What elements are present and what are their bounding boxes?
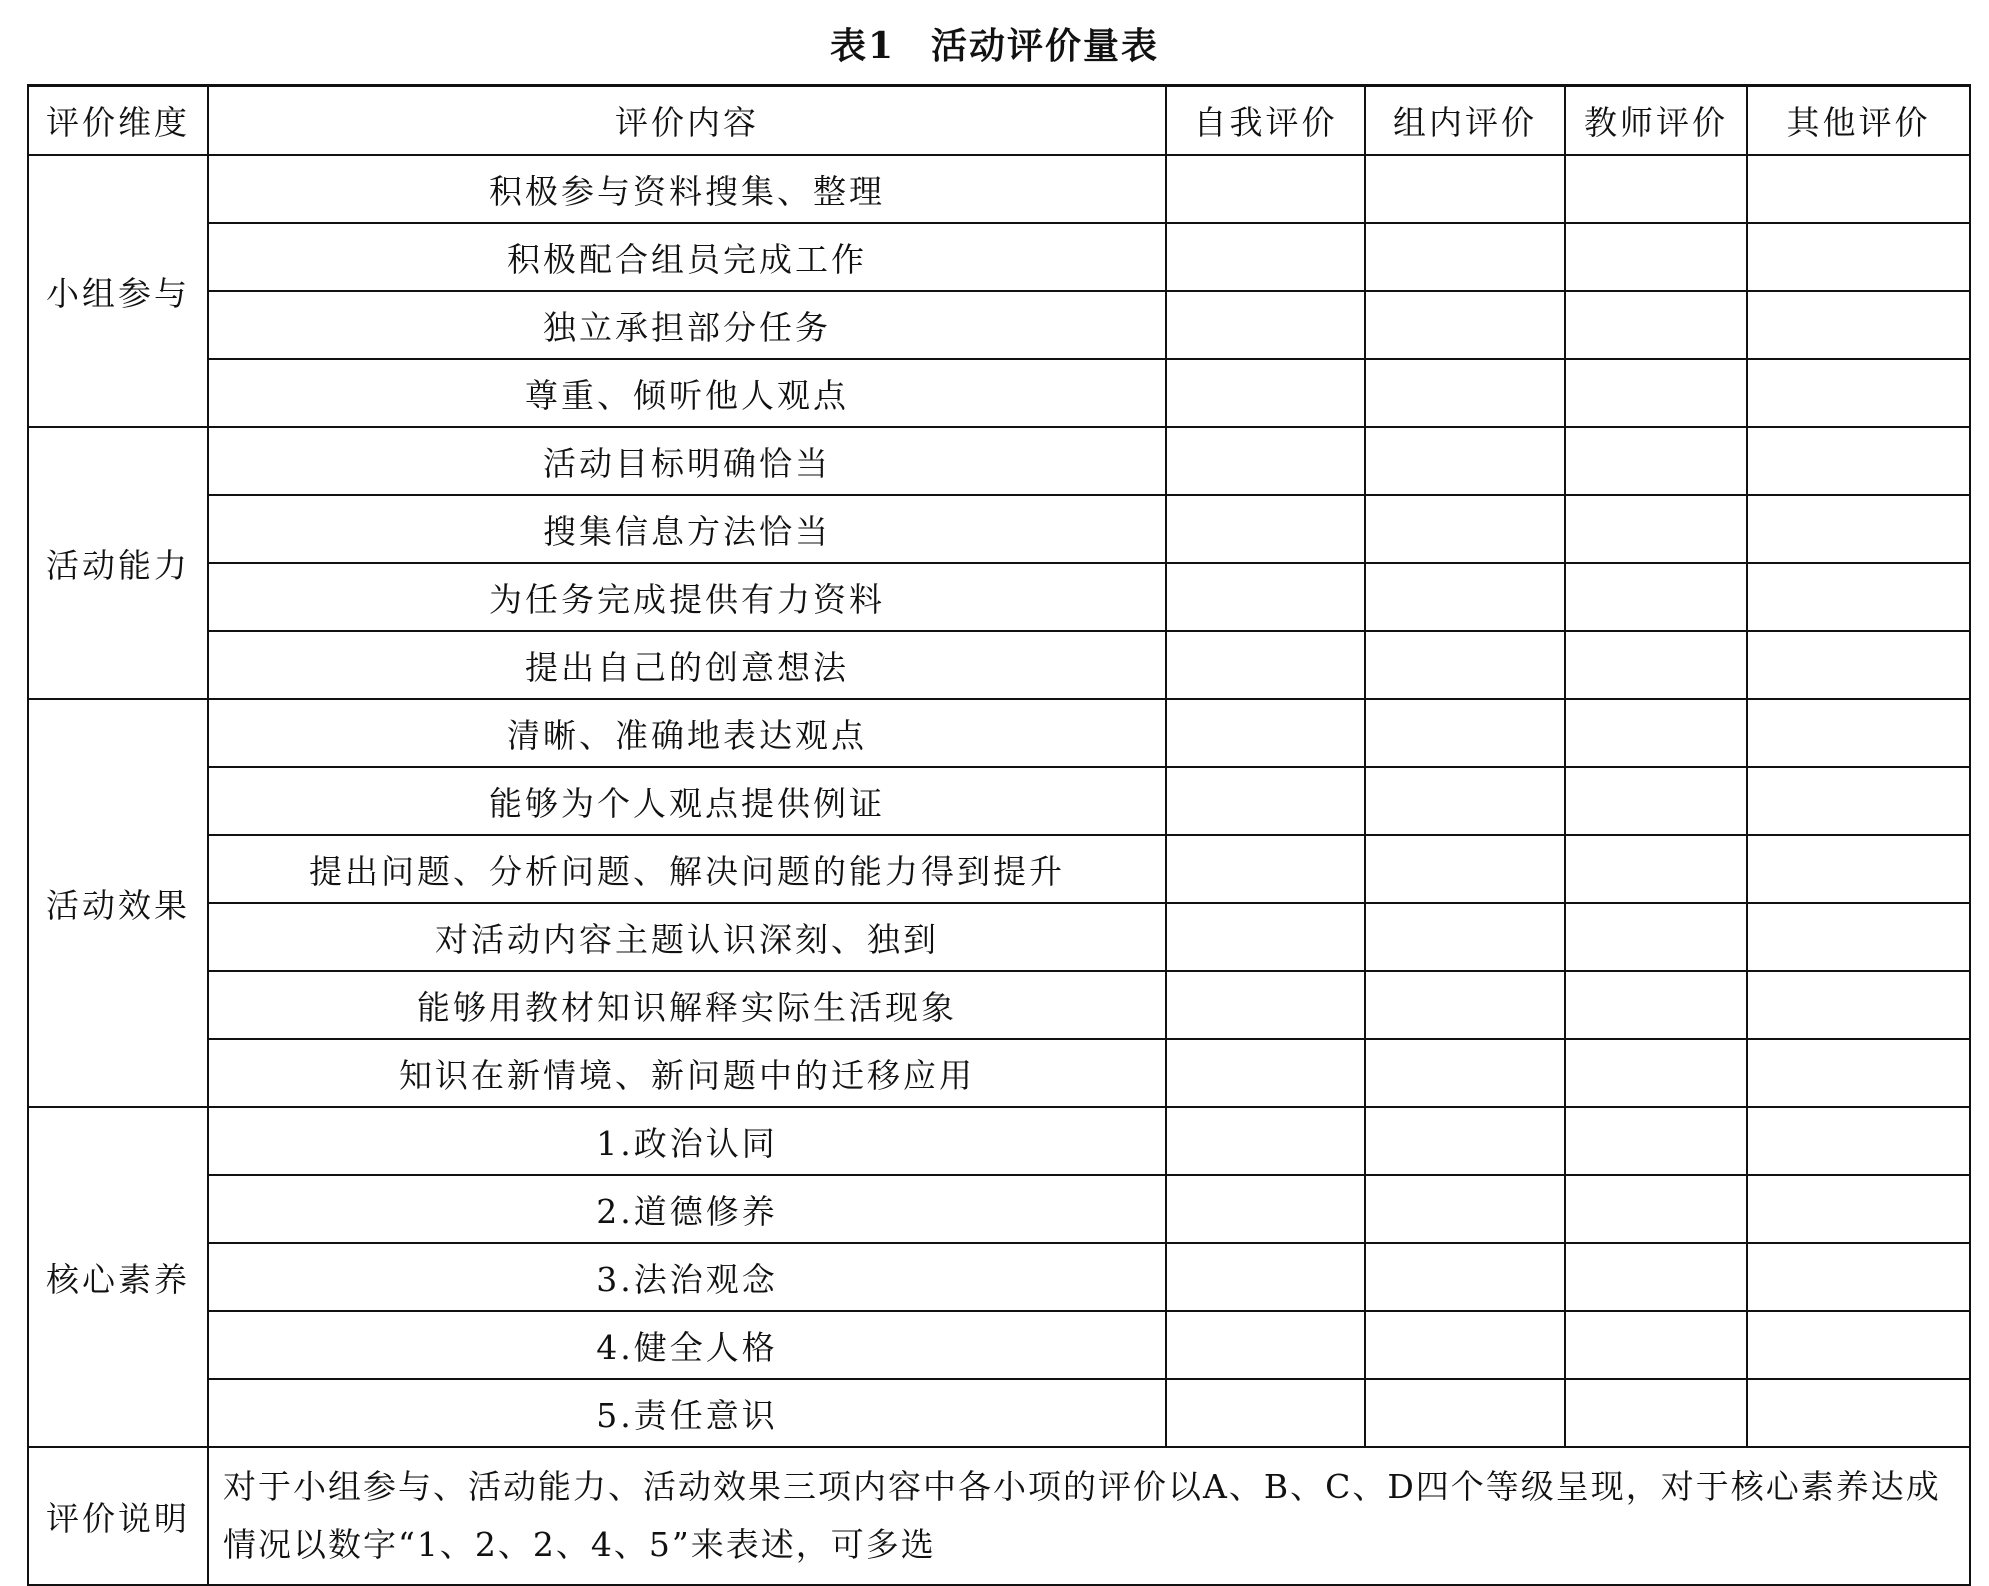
note-text: 对于小组参与、活动能力、活动效果三项内容中各小项的评价以A、B、C、D四个等级呈现，对于核心素养达成情况以数字“1、2、2、4、5”来表述，可多选 [208,1447,1970,1585]
teacher-evaluation-cell[interactable] [1565,1175,1747,1243]
group-evaluation-cell[interactable] [1365,1107,1565,1175]
content-cell: 积极配合组员完成工作 [208,223,1166,291]
content-cell: 清晰、准确地表达观点 [208,699,1166,767]
other-evaluation-cell[interactable] [1747,699,1970,767]
self-evaluation-cell[interactable] [1166,971,1365,1039]
other-evaluation-cell[interactable] [1747,427,1970,495]
teacher-evaluation-cell[interactable] [1565,155,1747,223]
teacher-evaluation-cell[interactable] [1565,1243,1747,1311]
self-evaluation-cell[interactable] [1166,563,1365,631]
content-cell: 提出自己的创意想法 [208,631,1166,699]
note-label: 评价说明 [28,1447,208,1585]
content-cell: 4.健全人格 [208,1311,1166,1379]
group-evaluation-cell[interactable] [1365,1039,1565,1107]
content-cell: 独立承担部分任务 [208,291,1166,359]
group-evaluation-cell[interactable] [1365,155,1565,223]
other-evaluation-cell[interactable] [1747,359,1970,427]
self-evaluation-cell[interactable] [1166,631,1365,699]
other-evaluation-cell[interactable] [1747,1379,1970,1447]
dimension-cell: 活动效果 [28,699,208,1107]
content-cell: 对活动内容主题认识深刻、独到 [208,903,1166,971]
group-evaluation-cell[interactable] [1365,699,1565,767]
other-evaluation-cell[interactable] [1747,1039,1970,1107]
group-evaluation-cell[interactable] [1365,223,1565,291]
content-cell: 为任务完成提供有力资料 [208,563,1166,631]
other-evaluation-cell[interactable] [1747,1243,1970,1311]
other-evaluation-cell[interactable] [1747,835,1970,903]
self-evaluation-cell[interactable] [1166,835,1365,903]
teacher-evaluation-cell[interactable] [1565,563,1747,631]
other-evaluation-cell[interactable] [1747,971,1970,1039]
dimension-cell: 小组参与 [28,155,208,427]
self-evaluation-cell[interactable] [1166,699,1365,767]
content-cell: 活动目标明确恰当 [208,427,1166,495]
other-evaluation-cell[interactable] [1747,1107,1970,1175]
other-evaluation-cell[interactable] [1747,155,1970,223]
self-evaluation-cell[interactable] [1166,1039,1365,1107]
content-cell: 3.法治观念 [208,1243,1166,1311]
table-row [28,223,1970,291]
teacher-evaluation-cell[interactable] [1565,495,1747,563]
self-evaluation-cell[interactable] [1166,767,1365,835]
table-row [28,1039,1970,1107]
teacher-evaluation-cell[interactable] [1565,1311,1747,1379]
self-evaluation-cell[interactable] [1166,1379,1365,1447]
table-row [28,1379,1970,1447]
group-evaluation-cell[interactable] [1365,1311,1565,1379]
note-row [28,1447,1970,1585]
self-evaluation-cell[interactable] [1166,1311,1365,1379]
teacher-evaluation-cell[interactable] [1565,427,1747,495]
table-row [28,291,1970,359]
self-evaluation-cell[interactable] [1166,223,1365,291]
content-cell: 5.责任意识 [208,1379,1166,1447]
group-evaluation-cell[interactable] [1365,631,1565,699]
table-body [28,155,1970,1585]
content-cell: 2.道德修养 [208,1175,1166,1243]
self-evaluation-cell[interactable] [1166,1175,1365,1243]
teacher-evaluation-cell[interactable] [1565,835,1747,903]
teacher-evaluation-cell[interactable] [1565,291,1747,359]
group-evaluation-cell[interactable] [1365,359,1565,427]
other-evaluation-cell[interactable] [1747,563,1970,631]
header-group-evaluation: 组内评价 [1365,86,1565,156]
content-cell: 能够为个人观点提供例证 [208,767,1166,835]
teacher-evaluation-cell[interactable] [1565,1379,1747,1447]
header-other-evaluation: 其他评价 [1747,86,1970,156]
teacher-evaluation-cell[interactable] [1565,1039,1747,1107]
other-evaluation-cell[interactable] [1747,631,1970,699]
group-evaluation-cell[interactable] [1365,1243,1565,1311]
other-evaluation-cell[interactable] [1747,223,1970,291]
other-evaluation-cell[interactable] [1747,903,1970,971]
table-row [28,1107,1970,1175]
group-evaluation-cell[interactable] [1365,835,1565,903]
header-row [28,86,1970,156]
group-evaluation-cell[interactable] [1365,903,1565,971]
self-evaluation-cell[interactable] [1166,495,1365,563]
group-evaluation-cell[interactable] [1365,563,1565,631]
other-evaluation-cell[interactable] [1747,291,1970,359]
teacher-evaluation-cell[interactable] [1565,359,1747,427]
table-row [28,1243,1970,1311]
other-evaluation-cell[interactable] [1747,767,1970,835]
content-cell: 能够用教材知识解释实际生活现象 [208,971,1166,1039]
header-self-evaluation: 自我评价 [1166,86,1365,156]
self-evaluation-cell[interactable] [1166,155,1365,223]
table-row [28,1311,1970,1379]
teacher-evaluation-cell[interactable] [1565,223,1747,291]
header-content: 评价内容 [208,86,1166,156]
header-teacher-evaluation: 教师评价 [1565,86,1747,156]
content-cell: 提出问题、分析问题、解决问题的能力得到提升 [208,835,1166,903]
table-row [28,631,1970,699]
other-evaluation-cell[interactable] [1747,495,1970,563]
self-evaluation-cell[interactable] [1166,291,1365,359]
other-evaluation-cell[interactable] [1747,1175,1970,1243]
table-row [28,359,1970,427]
table-row [28,971,1970,1039]
dimension-cell: 核心素养 [28,1107,208,1447]
self-evaluation-cell[interactable] [1166,359,1365,427]
self-evaluation-cell[interactable] [1166,1243,1365,1311]
group-evaluation-cell[interactable] [1365,291,1565,359]
table-row [28,495,1970,563]
group-evaluation-cell[interactable] [1365,1175,1565,1243]
table-row [28,767,1970,835]
teacher-evaluation-cell[interactable] [1565,699,1747,767]
header-dimension: 评价维度 [28,86,208,156]
table-row [28,1175,1970,1243]
teacher-evaluation-cell[interactable] [1565,971,1747,1039]
evaluation-table [27,84,1971,1586]
teacher-evaluation-cell[interactable] [1565,767,1747,835]
table-row [28,699,1970,767]
group-evaluation-cell[interactable] [1365,427,1565,495]
self-evaluation-cell[interactable] [1166,903,1365,971]
group-evaluation-cell[interactable] [1365,1379,1565,1447]
table-title: 活动评价量表 [931,25,1160,67]
table-row [28,563,1970,631]
self-evaluation-cell[interactable] [1166,427,1365,495]
group-evaluation-cell[interactable] [1365,495,1565,563]
table-number: 表1 [829,25,896,67]
teacher-evaluation-cell[interactable] [1565,631,1747,699]
group-evaluation-cell[interactable] [1365,971,1565,1039]
content-cell: 积极参与资料搜集、整理 [208,155,1166,223]
group-evaluation-cell[interactable] [1365,767,1565,835]
table-caption [0,18,1989,74]
self-evaluation-cell[interactable] [1166,1107,1365,1175]
table-row [28,155,1970,223]
content-cell: 1.政治认同 [208,1107,1166,1175]
content-cell: 尊重、倾听他人观点 [208,359,1166,427]
content-cell: 知识在新情境、新问题中的迁移应用 [208,1039,1166,1107]
table-row [28,427,1970,495]
dimension-cell: 活动能力 [28,427,208,699]
teacher-evaluation-cell[interactable] [1565,1107,1747,1175]
teacher-evaluation-cell[interactable] [1565,903,1747,971]
other-evaluation-cell[interactable] [1747,1311,1970,1379]
table-row [28,835,1970,903]
content-cell: 搜集信息方法恰当 [208,495,1166,563]
table-row [28,903,1970,971]
